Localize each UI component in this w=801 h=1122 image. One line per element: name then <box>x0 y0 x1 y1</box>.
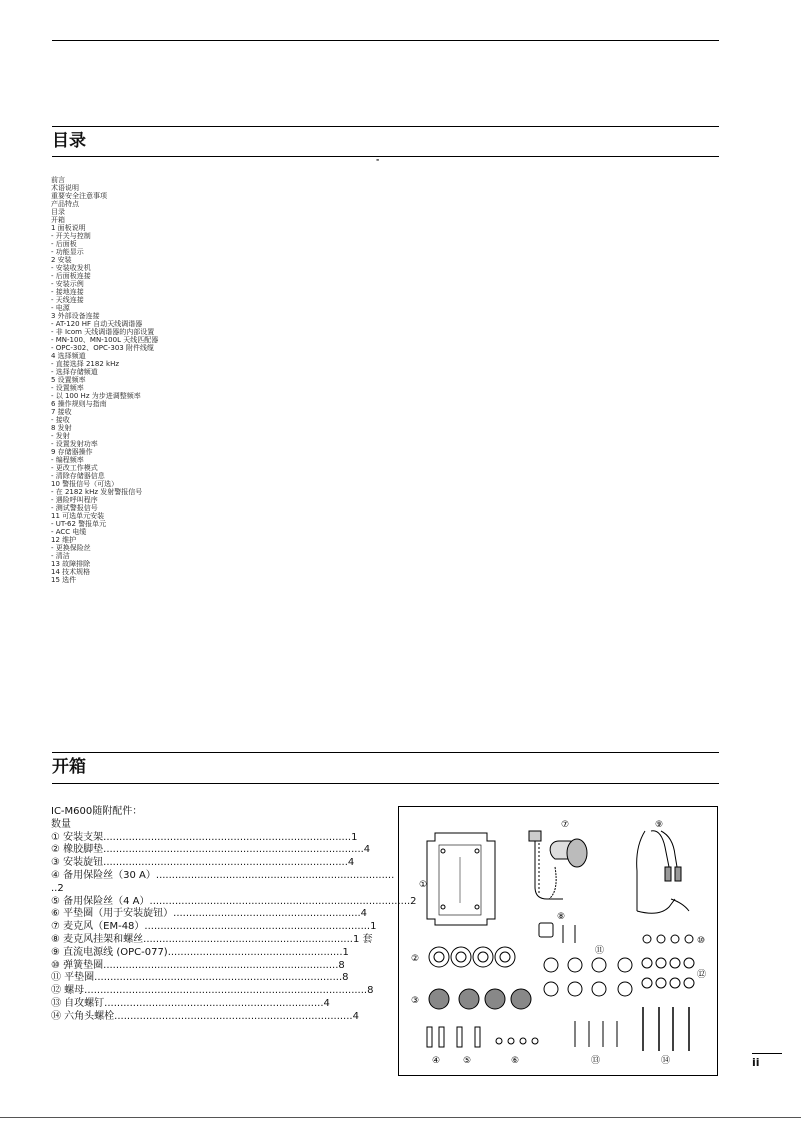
accessory-item: ② 橡胶脚垫..................................................................................4 <box>51 844 371 856</box>
toc-entry: 8 发射 <box>51 424 72 432</box>
top-rule <box>52 40 719 41</box>
toc-heading: 目录 <box>52 131 86 151</box>
spring-washers <box>643 935 693 943</box>
figure-label-9: ⑨ <box>655 820 664 830</box>
figure-label-5: ⑤ <box>463 1056 472 1066</box>
toc-rule-bottom <box>52 156 719 157</box>
toc-entry: - 遇险呼叫程序 <box>51 496 98 504</box>
toc-entry: 2 安装 <box>51 256 72 264</box>
rubber-feet <box>429 947 515 967</box>
unpacking-rule-bottom <box>52 783 719 784</box>
toc-entry: - 功能显示 <box>51 248 84 256</box>
accessory-header-line: 数量 <box>51 818 71 830</box>
toc-entry: 9 存储器操作 <box>51 448 93 456</box>
accessory-item: ⑦ 麦克风（EM-48）.......................................................................1 <box>51 921 377 933</box>
unpacking-heading: 开箱 <box>52 757 86 777</box>
accessories-figure <box>398 806 718 1076</box>
toc-entry: 术语说明 <box>51 184 79 192</box>
toc-entry: - AT-120 HF 自动天线调谐器 <box>51 320 143 328</box>
microphone <box>529 831 587 899</box>
accessory-item: ..2 <box>51 882 64 894</box>
toc-entry: 11 可选单元安装 <box>51 512 105 520</box>
accessories-drawing <box>399 807 717 1075</box>
toc-entry: 重要安全注意事项 <box>51 192 107 200</box>
toc-entry: - 电源 <box>51 304 70 312</box>
toc-entry: - 安装收发机 <box>51 264 91 272</box>
toc-entry: - 编程频率 <box>51 456 84 464</box>
page-number-rule <box>752 1053 782 1054</box>
figure-label-10: ⑩ <box>697 936 706 946</box>
toc-entry: - 直接选择 2182 kHz <box>51 360 120 368</box>
toc-entry: 6 操作规则与指南 <box>51 400 107 408</box>
toc-entry: 5 设置频率 <box>51 376 86 384</box>
toc-entry: - 清洁 <box>51 552 70 560</box>
microphone-hanger <box>539 923 575 943</box>
toc-entry: 目录 <box>51 208 65 216</box>
accessory-item: ① 安装支架..............................................................................1 <box>51 831 358 843</box>
figure-label-3: ③ <box>411 996 420 1006</box>
dc-power-cable <box>637 831 689 913</box>
toc-entry: 1 面板说明 <box>51 224 86 232</box>
toc-entry: - 更改工作模式 <box>51 464 98 472</box>
toc-entry: 前言 <box>51 176 65 184</box>
toc-entry: - 在 2182 kHz 发射警报信号 <box>51 488 143 496</box>
spare-fuses <box>427 1027 480 1047</box>
tapping-screws <box>575 1021 617 1047</box>
toc-entry: - 接地连接 <box>51 288 84 296</box>
toc-entry: - 设置频率 <box>51 384 84 392</box>
toc-entry: - MN-100、MN-100L 天线匹配器 <box>51 336 159 344</box>
toc-entry: 7 接收 <box>51 408 72 416</box>
toc-entry: 14 技术规格 <box>51 568 91 576</box>
toc-entry: - 更换保险丝 <box>51 544 91 552</box>
nuts <box>642 958 694 988</box>
figure-label-1: ① <box>419 880 428 890</box>
toc-entry: 13 故障排除 <box>51 560 91 568</box>
accessory-item: ⑭ 六角头螺栓...........................................................................4 <box>51 1010 359 1022</box>
toc-entry: - ACC 电缆 <box>51 528 87 536</box>
toc-entry: - OPC-302、OPC-303 附件线缆 <box>51 344 154 352</box>
flat-washers-knob <box>496 1038 538 1044</box>
figure-label-8: ⑧ <box>557 912 566 922</box>
toc-entry: - 安装示例 <box>51 280 84 288</box>
accessory-list <box>51 806 417 1024</box>
flat-washers <box>544 958 632 996</box>
toc-entry: - 清除存储器信息 <box>51 472 105 480</box>
toc-entry: 4 选择频道 <box>51 352 86 360</box>
figure-label-6: ⑥ <box>511 1056 520 1066</box>
toc-entry: - 天线连接 <box>51 296 84 304</box>
toc-entry: - UT-62 警报单元 <box>51 520 107 528</box>
accessory-item: ⑩ 弹簧垫圈..........................................................................8 <box>51 959 345 971</box>
unpacking-rule-top <box>52 752 719 753</box>
figure-label-13: ⑬ <box>591 1056 601 1066</box>
accessory-item: ⑬ 自攻螺钉.....................................................................4 <box>51 997 330 1009</box>
toc-entry: - 后面板连接 <box>51 272 91 280</box>
toc-entry: 10 警报信号（可选） <box>51 480 119 488</box>
figure-label-14: ⑭ <box>661 1056 671 1066</box>
figure-label-7: ⑦ <box>561 820 570 830</box>
mounting-bracket <box>427 833 495 925</box>
figure-label-11: ⑪ <box>595 946 605 956</box>
accessory-item: ⑤ 备用保险丝（4 A）..................................................................................2 <box>51 895 417 907</box>
accessory-item: ⑥ 平垫圈（用于安装旋钮）...........................................................4 <box>51 908 368 920</box>
toc-entry: - 发射 <box>51 432 70 440</box>
accessory-item: ⑧ 麦克风挂架和螺丝..................................................................1 套 <box>51 933 373 945</box>
figure-label-12: ⑫ <box>697 970 707 980</box>
hex-bolts <box>643 1007 689 1051</box>
toc-entry: 产品特点 <box>51 200 79 208</box>
toc-entry: - 接收 <box>51 416 70 424</box>
toc-entry: - 非 Icom 天线调谐器的内部设置 <box>51 328 155 336</box>
toc-entry: - 选择存储频道 <box>51 368 98 376</box>
page-number: ii <box>752 1056 760 1069</box>
mounting-knobs <box>429 989 531 1009</box>
bottom-rule <box>0 1117 801 1118</box>
toc-rule-top <box>52 126 719 127</box>
accessory-item: ⑫ 螺母.........................................................................................8 <box>51 985 374 997</box>
accessory-item: ⑪ 平垫圈..............................................................................8 <box>51 972 349 984</box>
toc-entry: - 测试警报信号 <box>51 504 98 512</box>
toc-entry: 3 外部设备连接 <box>51 312 100 320</box>
toc-entry: 开箱 <box>51 216 65 224</box>
toc-entry: 15 选件 <box>51 576 77 584</box>
toc-list <box>51 176 158 584</box>
figure-label-2: ② <box>411 954 420 964</box>
accessory-item: ⑨ 直流电源线 (OPC-077).......................................................1 <box>51 946 349 958</box>
toc-entry: - 设置发射功率 <box>51 440 98 448</box>
toc-entry: - 后面板 <box>51 240 77 248</box>
accessory-header-line: IC-M600随附配件： <box>51 806 143 817</box>
toc-entry: - 以 100 Hz 为步进调整频率 <box>51 392 141 400</box>
accessory-item: ④ 备用保险丝（30 A）........................................................................... <box>51 869 395 881</box>
toc-entry: 12 维护 <box>51 536 77 544</box>
accessory-item: ③ 安装旋钮.............................................................................4 <box>51 857 355 869</box>
toc-dash: - <box>376 155 380 164</box>
figure-label-4: ④ <box>432 1056 441 1066</box>
toc-entry: - 开关与控制 <box>51 232 91 240</box>
